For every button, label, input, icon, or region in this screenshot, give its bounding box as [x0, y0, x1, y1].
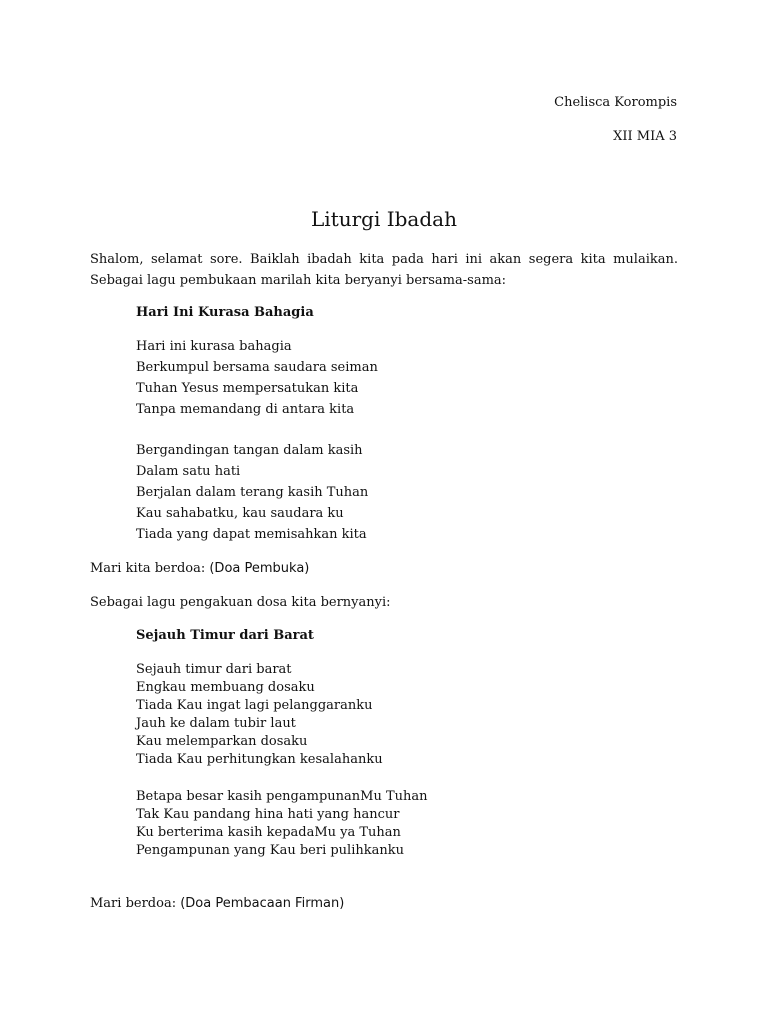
song1-verse2-line: Berjalan dalam terang kasih Tuhan	[136, 485, 369, 500]
author-class: XII MIA 3	[613, 129, 677, 144]
document-title: Liturgi Ibadah	[311, 207, 457, 231]
song2-verse1-line: Jauh ke dalam tubir laut	[136, 716, 296, 731]
prayer-scripture-text: Mari berdoa:	[90, 896, 181, 911]
song2-verse1-line: Kau melemparkan dosaku	[136, 734, 308, 749]
prayer-opening-note: (Doa Pembuka)	[209, 561, 310, 576]
song1-verse2-line: Dalam satu hati	[136, 464, 241, 479]
song1-verse1-line: Hari ini kurasa bahagia	[136, 339, 292, 354]
song2-verse2-line: Tak Kau pandang hina hati yang hancur	[136, 807, 400, 822]
song2-verse1-line: Engkau membuang dosaku	[136, 680, 315, 695]
song1-verse2-line: Kau sahabatku, kau saudara ku	[136, 506, 344, 521]
song2-verse2-line: Ku berterima kasih kepadaMu ya Tuhan	[136, 825, 401, 840]
prayer-scripture-note: (Doa Pembacaan Firman)	[180, 896, 345, 911]
song2-verse2-line: Pengampunan yang Kau beri pulihkanku	[136, 843, 404, 858]
song1-verse2-line: Tiada yang dapat memisahkan kita	[136, 527, 367, 542]
song1-verse1-line: Tanpa memandang di antara kita	[136, 402, 355, 417]
song2-verse1-line: Tiada Kau ingat lagi pelanggaranku	[136, 698, 373, 713]
song2-verse1-line: Sejauh timur dari barat	[136, 662, 292, 677]
prayer-opening	[90, 560, 309, 578]
confession-intro: Sebagai lagu pengakuan dosa kita bernyanyi:	[90, 595, 391, 610]
prayer-scripture	[90, 895, 344, 913]
song2-verse2-line: Betapa besar kasih pengampunanMu Tuhan	[136, 789, 428, 804]
song2-verse1-line: Tiada Kau perhitungkan kesalahanku	[136, 752, 383, 767]
prayer-opening-text: Mari kita berdoa:	[90, 561, 210, 576]
song1-verse1-line: Berkumpul bersama saudara seiman	[136, 360, 378, 375]
song1-title: Hari Ini Kurasa Bahagia	[136, 305, 314, 320]
author-name: Chelisca Korompis	[554, 95, 677, 110]
song2-title: Sejauh Timur dari Barat	[136, 628, 314, 643]
intro-paragraph: Shalom, selamat sore. Baiklah ibadah kita pada hari ini akan segera kita mulaikan. Sebagai lagu pembukaan marilah kita beryanyi bersama-sama:	[90, 252, 678, 288]
song1-verse1-line: Tuhan Yesus mempersatukan kita	[136, 381, 359, 396]
song1-verse2-line: Bergandingan tangan dalam kasih	[136, 443, 363, 458]
